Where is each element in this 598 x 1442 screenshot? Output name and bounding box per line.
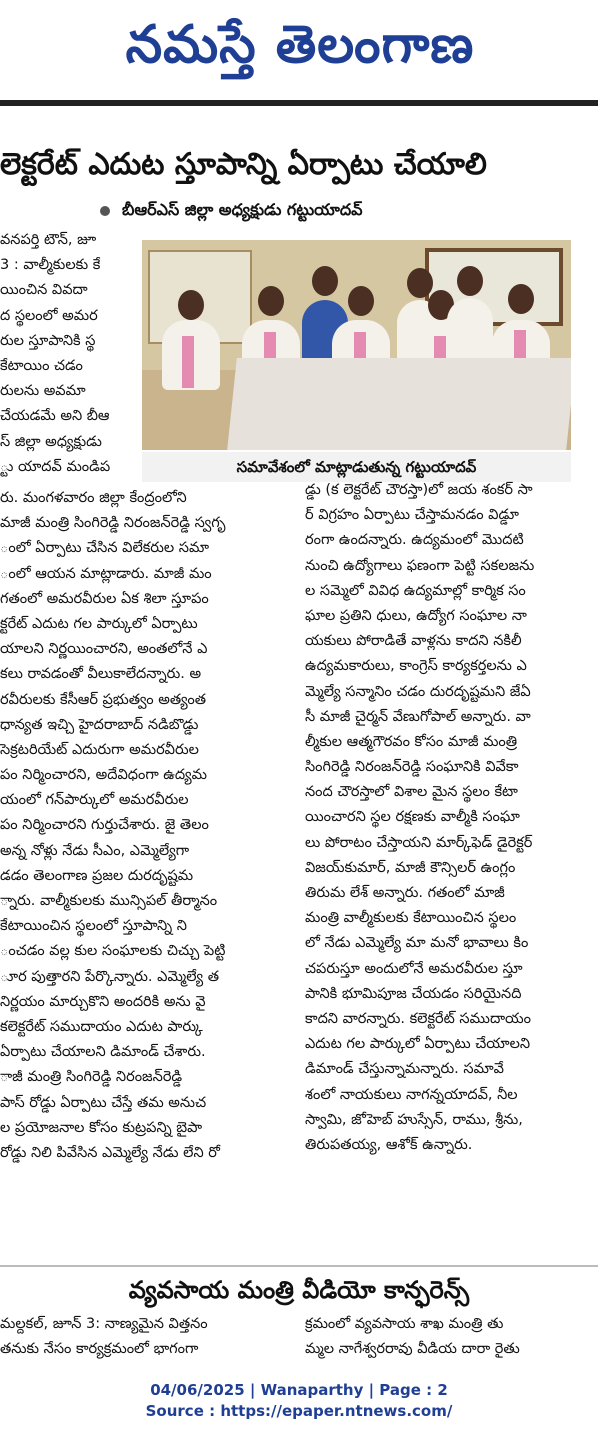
article-headline: లెక్టరేట్ ఎదుట స్తూపాన్ని ఏర్పాటు చేయాలి <box>0 147 487 182</box>
photo-head <box>258 286 284 316</box>
text-line: ంలో ఆయన మాట్లాడారు. మాజీ మం <box>0 565 212 582</box>
text-line: తిరుపతయ్య, ఆశోక్ ఉన్నారు. <box>305 1136 473 1153</box>
text-line: యంలో గన్‌పార్కులో అమరవీరుల <box>0 792 189 809</box>
text-line: మాజీ మంత్రి సింగిరెడ్డి నిరంజన్‌రెడ్డి స్వగృ <box>0 515 226 532</box>
text-line: ్టు యాదవ్ మండిప <box>0 458 111 475</box>
text-line: యించారని స్థల రక్షణకు వాల్మీకి సంఘా <box>305 809 520 826</box>
text-line: ూర పుత్తారని పేర్కొన్నారు. ఎమ్మెల్యే త <box>0 968 220 985</box>
photo-head <box>312 266 338 296</box>
photo-head <box>348 286 374 316</box>
section-divider <box>0 1265 598 1267</box>
photo-head <box>508 284 534 314</box>
photo-caption: సమావేశంలో మాట్లాడుతున్న గట్టుయాదవ్ <box>142 452 571 482</box>
text-line: నుంచి ఉద్యోగాలు ఫణంగా పెట్టి సకలజను <box>305 557 535 574</box>
masthead-rule <box>0 100 598 106</box>
text-line: సీ మాజీ చైర్మన్ వేణుగోపాల్ అన్నారు. వా <box>305 708 531 725</box>
text-line: రులను అవమా <box>0 383 86 400</box>
photo-head <box>457 266 483 296</box>
text-line: వనపర్తి టౌన్, జూ <box>0 232 97 248</box>
text-line: డడం తెలంగాణ ప్రజల దురదృష్టమ <box>0 867 194 884</box>
text-line: రుల స్తూపానికి స్థ <box>0 332 96 349</box>
photo-head <box>178 290 204 320</box>
page-footer <box>0 1380 598 1426</box>
left-column-top <box>0 228 132 480</box>
text-line: మ్మల నాగేశ్వరరావు వీడియ దారా రైతు <box>305 1341 520 1358</box>
text-line: ్నారు. వాల్మీకులకు మున్సిపల్ తీర్మానం <box>0 893 218 909</box>
text-line: ర్ విగ్రహం ఏర్పాటు చేస్తామనడం విడ్డూ <box>305 507 519 524</box>
text-line: చపరుస్తూ అందులోనే అమరవీరుల స్తూ <box>305 960 523 977</box>
text-line: రవీరులకు కేసీఆర్ ప్రభుత్వం అత్యంత <box>0 691 206 708</box>
text-line: క్టరేట్ ఎదుట గల పార్కులో ఏర్పాటు <box>0 615 198 632</box>
text-line: అన్న నోళ్లు నేడు సీఎం, ఎమ్మెల్యేగా <box>0 842 190 859</box>
text-line: కలు రావడంతో వీలుకాలేదన్నారు. అ <box>0 666 202 683</box>
text-line: మల్దకల్, జూన్ 3: నాణ్యమైన విత్తనం <box>0 1316 208 1332</box>
second-article-right-column <box>305 1312 575 1362</box>
text-line: విజయ్‌కుమార్, మాజీ కౌన్సిలర్ ఉంగ్లం <box>305 859 516 876</box>
text-line: స్ జిల్లా అధ్యక్షుడు <box>0 433 102 450</box>
text-line: పాస్ రోడ్డు ఏర్పాటు చేస్తే తమ అనుచ <box>0 1094 207 1111</box>
text-line: ఉద్యమకారులు, కాంగ్రెస్ కార్యకర్తలను ఎ <box>305 658 527 675</box>
text-line: శంలో నాయకులు నాగన్నయాదవ్, నీల <box>305 1086 518 1103</box>
text-line: ద స్థలంలో అమర <box>0 307 98 324</box>
text-line: ంచడం వల్ల కుల సంఘాలకు చిచ్చు పెట్టి <box>0 943 226 960</box>
newspaper-logo: నమస్తే తెలంగాణ <box>125 15 475 75</box>
text-line: నిర్ణయం మార్చుకొని అందరికి అను వై <box>0 993 206 1010</box>
text-line: ల్మీకుల ఆత్మగౌరవం కోసం మాజీ మంత్రి <box>305 733 518 750</box>
text-line: సింగిరెడ్డి నిరంజన్‌రెడ్డి సంఘానికి వివేకా <box>305 759 519 776</box>
news-photo <box>142 240 571 450</box>
masthead <box>0 0 598 100</box>
text-line: యించిన వివదా <box>0 282 88 299</box>
text-line: ల సమ్మెలో వివిధ ఉద్యమాల్లో కార్మిక సం <box>305 582 526 599</box>
footer-source-line: Source : https://epaper.ntnews.com/ <box>145 1402 453 1420</box>
subhead-text: బీఆర్ఎస్ జిల్లా అధ్యక్షుడు గట్టుయాదవ్ <box>122 200 363 219</box>
footer-date-line: 04/06/2025 | Wanaparthy | Page : 2 <box>150 1381 448 1399</box>
text-line: 3 : వాల్మీకులకు కే <box>0 257 101 274</box>
text-line: పం నిర్మించారని గుర్తుచేశారు. జై తెలం <box>0 817 209 834</box>
text-line: యాలని నిర్ణయించారని, అంతలోనే ఎ <box>0 641 208 658</box>
text-line: లు పోరాటం చేస్తాయని మార్క్‌ఫెడ్ డైరెక్టర్ <box>305 834 533 851</box>
text-line: నంద చౌరస్తాలో విశాల మైన స్థలం కేటా <box>305 784 518 801</box>
text-line: రంగా ఉందన్నారు. ఉద్యమంలో మొదటి <box>305 532 524 549</box>
text-line: ంలో ఏర్పాటు చేసిన విలేకరుల సమా <box>0 540 209 557</box>
photo-head <box>407 268 433 298</box>
second-article-headline: వ్యవసాయ మంత్రి వీడియో కాన్ఫరెన్స్ <box>128 1276 470 1304</box>
text-line: పం నిర్మించారని, అదేవిధంగా ఉద్యమ <box>0 767 207 784</box>
text-line: ాజీ మంత్రి సింగిరెడ్డి నిరంజన్‌రెడ్డి <box>0 1069 183 1086</box>
text-line: రోడ్డు నిలి పివేసిన ఎమ్మెల్యే నేడు లేని రో <box>0 1144 220 1161</box>
right-column <box>305 478 575 1158</box>
text-line: క్రమంలో వ్యవసాయ శాఖ మంత్రి తు <box>305 1316 504 1332</box>
text-line: కలెక్టరేట్ సముదాయం ఎదుట పార్కు <box>0 1018 203 1035</box>
text-line: ఏర్పాటు చేయాలని డిమాండ్ చేశారు. <box>0 1044 206 1061</box>
text-line: సెక్రటరియేట్ ఎదురుగా అమరవీరుల <box>0 741 199 758</box>
article-subhead <box>100 200 540 226</box>
text-line: యకులు పోరాడితే వాళ్లను కాదని నకిలీ <box>305 633 522 650</box>
text-line: ల ప్రయోజనాల కోసం కుట్రపన్ని బైపా <box>0 1119 203 1136</box>
text-line: చేయడమే అని బీఆ <box>0 408 110 425</box>
text-line: కేటాయిం చడం <box>0 357 83 374</box>
text-line: పానికి భూమిపూజ చేయడం సరియైనది <box>305 985 522 1002</box>
second-article-left-column <box>0 1312 270 1362</box>
text-line: మంత్రి వాల్మీకులకు కేటాయించిన స్థలం <box>305 910 517 927</box>
text-line: డ్డు (క లెక్టరేట్ చౌరస్తా)లో జయ శంకర్ సా <box>305 482 533 498</box>
text-line: స్వామి, జోహెబ్ హుస్సేన్, రాము, శ్రీను, <box>305 1111 523 1128</box>
text-line: ఎదుట గల పార్కులో ఏర్పాటు చేయాలని <box>305 1036 531 1053</box>
text-line: ఘాల ప్రతిని ధులు, ఉద్యోగ సంఘాల నా <box>305 607 527 624</box>
text-line: డిమాండ్ చేస్తున్నామన్నారు. సమావే <box>305 1061 504 1078</box>
text-line: గతంలో అమరవీరుల ఏక శిలా స్తూపం <box>0 590 209 607</box>
left-column-body <box>0 486 290 1166</box>
text-line: మ్మెల్యే సన్మానిం చడం దురదృష్టమని జేఏ <box>305 683 531 700</box>
text-line: కాదని వారన్నారు. కలెక్టరేట్ సముదాయం <box>305 1010 532 1027</box>
text-line: కేటాయించిన స్థలంలో స్తూపాన్ని ని <box>0 918 187 935</box>
text-line: తనుకు నేసం కార్యక్రమంలో భాగంగా <box>0 1341 199 1358</box>
bullet-icon <box>100 206 110 216</box>
text-line: ధాన్యత ఇచ్చి హైదరాబాద్ నడిబొడ్డు <box>0 716 199 733</box>
photo-sash <box>182 336 194 388</box>
text-line: తిరుమ లేశ్ అన్నారు. గతంలో మాజీ <box>305 885 505 901</box>
photo-table <box>227 358 571 450</box>
text-line: లో నేడు ఎమ్మెల్యే మా మనో భావాలు కిం <box>305 935 529 952</box>
text-line: రు. మంగళవారం జిల్లా కేంద్రంలోని <box>0 490 187 506</box>
